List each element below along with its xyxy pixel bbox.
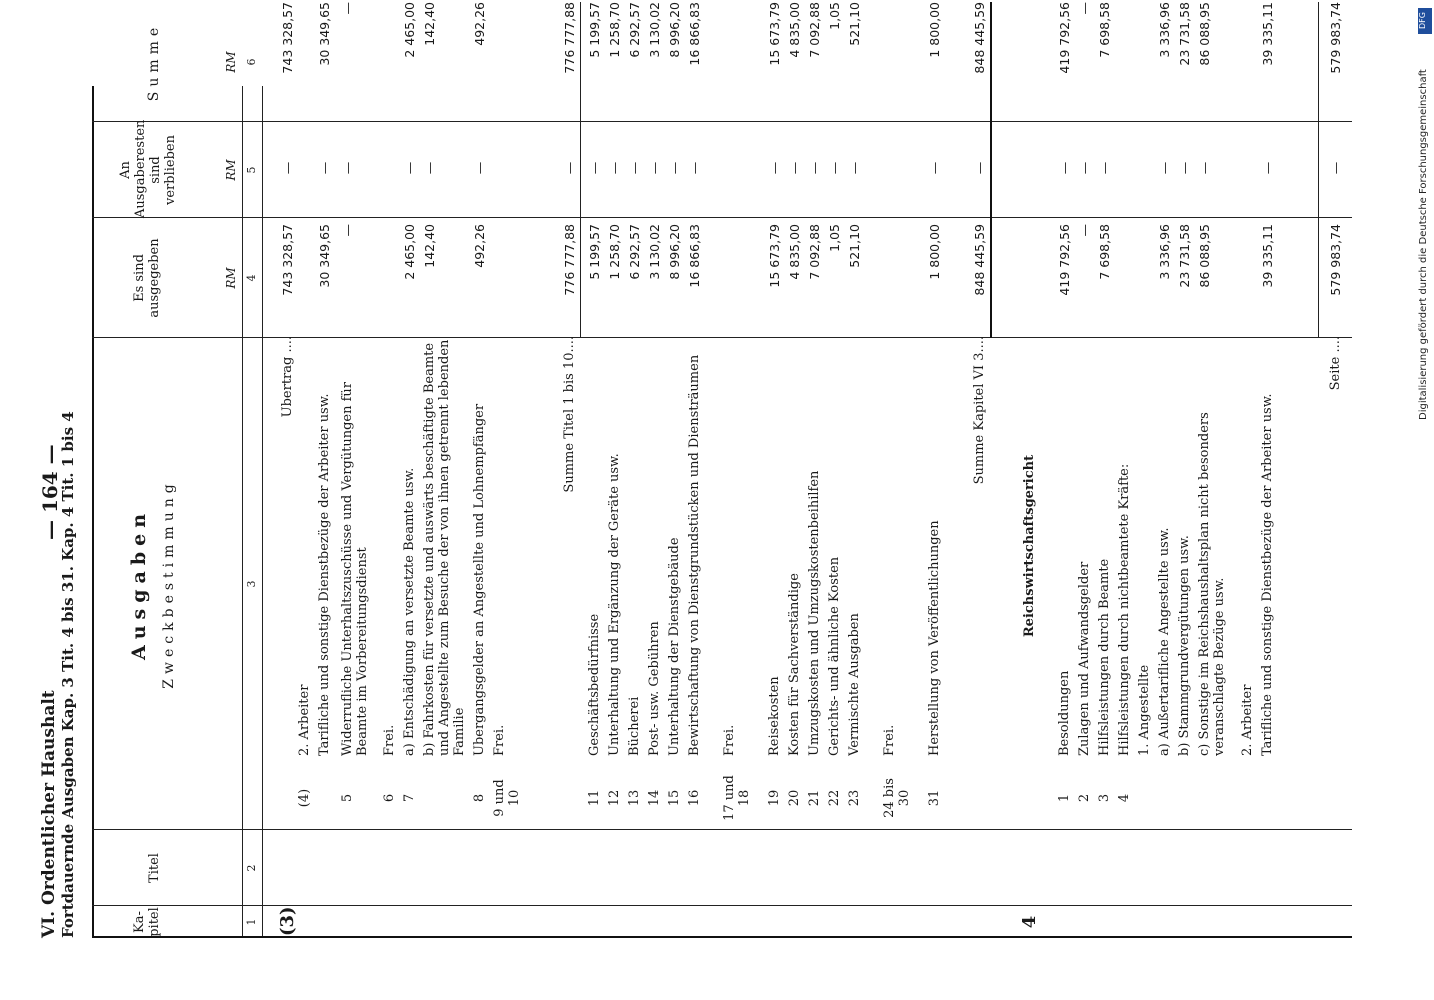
total-cell: 419 792,56 [1057,2,1072,74]
colno-1: 1 [245,918,258,926]
remaining-cell: — [767,161,782,175]
total-cell: — [1077,2,1092,15]
total-cell: 30 349,65 [317,2,332,66]
header-ausgaben: Ausgaben [128,507,150,661]
titel-cell: 8 [472,793,487,803]
total-cell: 15 673,79 [767,2,782,66]
titel-cell: 22 [827,789,842,807]
titel-cell: 14 [647,789,662,807]
remaining-cell: — [787,161,802,175]
kapitel-cell: (3) [277,906,298,936]
description-cell: Bücherei [627,696,642,756]
total-cell: 848 445,59 [972,2,987,74]
spent-cell: 6 292,57 [627,224,642,280]
total-cell: 1,05 [827,2,842,30]
description-cell: Besoldungen [1057,670,1072,756]
titel-cell: 31 [927,789,942,807]
titel-cell: 20 [787,789,802,807]
unit-col5: RM [224,159,238,181]
description-cell: Frei. [722,724,737,756]
total-cell: 7 698,58 [1097,2,1112,58]
total-cell: 39 335,11 [1260,2,1275,66]
total-cell: 8 996,20 [667,2,682,58]
rule-sum-kap [990,2,992,338]
remaining-cell: — [422,161,437,175]
remaining-cell: — [647,161,662,175]
remaining-cell: — [562,161,577,175]
description-cell: Summe Kapitel VI 3.... [972,336,987,485]
description-cell: Tarifliche und sonstige Dienstbezüge der Arbeiter usw. [1260,393,1275,756]
header-titel: Titel [147,853,162,883]
side-note: Digitalisierung gefördert durch die Deutsche Forschungsgemeinschaft [1418,69,1429,420]
remaining-cell: — [472,161,487,175]
total-cell: 142,40 [422,2,437,46]
titel-cell: 12 [607,789,622,807]
total-cell: 743 328,57 [280,2,295,74]
description-cell: Tarifliche und sonstige Dienstbezüge der Arbeiter usw. [317,393,332,756]
remaining-cell: — [317,161,332,175]
spent-cell: 3 336,96 [1157,224,1172,280]
titel-cell: 1 [1057,793,1072,803]
remaining-cell: — [1197,161,1212,175]
titel-cell: 9 und 10 [492,779,522,817]
budget-table [92,2,1352,938]
titel-cell: 21 [807,789,822,807]
titel-cell: 4 [1117,793,1132,803]
description-cell: c) Sonstige im Reichshaushaltsplan nicht besonders veranschlagte Bezüge usw. [1197,412,1227,756]
total-cell: 23 731,58 [1177,2,1192,66]
table-top-rule [92,86,94,938]
description-cell: a) Außertarifliche Angestellte usw. [1157,527,1172,756]
unit-col6: RM [224,51,238,73]
colno-4: 4 [245,274,258,282]
remaining-cell: — [667,161,682,175]
remaining-cell: — [687,161,702,175]
remaining-cell: — [280,161,295,175]
spent-cell: 142,40 [422,224,437,268]
remaining-cell: — [1260,161,1275,175]
spent-cell: 4 835,00 [787,224,802,280]
description-cell: Übertrag .... [280,336,295,418]
titel-cell: 13 [627,789,642,807]
spent-cell: 419 792,56 [1057,224,1072,296]
spent-cell: 15 673,79 [767,224,782,288]
total-cell: 1 258,70 [607,2,622,58]
description-cell: Übergangsgelder an Angestellte und Lohnempfänger [472,403,487,756]
titel-cell: 11 [587,789,602,807]
remaining-cell: — [340,161,355,175]
titel-cell: 2 [1077,793,1092,803]
description-cell: Seite .... [1328,336,1343,391]
unit-col4: RM [224,267,238,289]
description-cell: a) Entschädigung an versetzte Beamte usw. [402,467,417,756]
description-cell: Gerichts- und ähnliche Kosten [827,556,842,756]
titel-cell: (4) [297,788,312,808]
spent-cell: — [340,224,355,237]
description-cell: Hilfsleistungen durch nichtbeamtete Kräfte: [1117,463,1132,756]
spent-cell: 1,05 [827,224,842,252]
spent-cell: 2 465,00 [402,224,417,280]
total-cell: 2 465,00 [402,2,417,58]
description-cell: 1. Angestellte [1137,664,1152,756]
titel-cell: 7 [402,793,417,803]
spent-cell: 1 258,70 [607,224,622,280]
description-cell: Reisekosten [767,676,782,756]
description-cell: Frei. [882,724,897,756]
titel-cell: 23 [847,789,862,807]
total-cell: 579 983,74 [1328,2,1343,74]
description-cell: b) Stammgrundvergütungen usw. [1177,535,1192,756]
spent-cell: 23 731,58 [1177,224,1192,288]
remaining-cell: — [587,161,602,175]
titel-cell: 15 [667,789,682,807]
description-cell: Unterhaltung und Ergänzung der Geräte usw. [607,453,622,756]
spent-cell: 492,26 [472,224,487,268]
spent-cell: 7 698,58 [1097,224,1112,280]
description-cell: Kosten für Sachverständige [787,573,802,756]
titel-cell: 17 und 18 [722,775,752,821]
spent-cell: 743 328,57 [280,224,295,296]
total-cell: 492,26 [472,2,487,46]
colno-6: 6 [245,58,258,66]
total-cell: — [340,2,355,15]
description-cell: Frei. [492,724,507,756]
total-cell: 16 866,83 [687,2,702,66]
colno-2: 2 [245,864,258,872]
remaining-cell: — [402,161,417,175]
colno-rule [262,86,263,938]
description-cell: Reichswirtschaftsgericht [1022,454,1037,638]
spent-cell: 3 130,02 [647,224,662,280]
total-cell: 3 336,96 [1157,2,1172,58]
spent-cell: 848 445,59 [972,224,987,296]
description-cell: Bewirtschaftung von Dienstgrundstücken und Diensträumen [687,354,702,756]
section-title: VI. Ordentlicher Haushalt [39,690,59,938]
description-cell: Geschäftsbedürfnisse [587,613,602,756]
total-cell: 521,10 [847,2,862,46]
remaining-cell: — [927,161,942,175]
spent-cell: — [1077,224,1092,237]
total-cell: 776 777,88 [562,2,577,74]
rule-sum-1 [580,2,581,338]
remaining-cell: — [1097,161,1112,175]
titel-cell: 19 [767,789,782,807]
col-divider-2 [92,829,1352,830]
section-subtitle: Fortdauernde Ausgaben Kap. 3 Tit. 4 bis 31. Kap. 4 Tit. 1 bis 4 [59,411,77,938]
total-cell: 4 835,00 [787,2,802,58]
dfg-logo: DFG [1418,8,1432,34]
description-cell: Umzugskosten und Umzugskostenbeihilfen [807,470,822,756]
spent-cell: 5 199,57 [587,224,602,280]
remaining-cell: — [627,161,642,175]
col-divider-4 [92,217,1352,218]
remaining-cell: — [1328,161,1343,175]
description-cell: Vermischte Ausgaben [847,613,862,756]
titel-cell: 24 bis 30 [882,778,912,818]
header-zweck: Zweckbestimmung [161,479,177,689]
remaining-cell: — [807,161,822,175]
description-cell: Summe Titel 1 bis 10.... [562,336,577,493]
remaining-cell: — [1157,161,1172,175]
rule-seite [1318,2,1319,338]
spent-cell: 7 092,88 [807,224,822,280]
spent-cell: 16 866,83 [687,224,702,288]
remaining-cell: — [972,161,987,175]
remaining-cell: — [847,161,862,175]
spent-cell: 86 088,95 [1197,224,1212,288]
spent-cell: 579 983,74 [1328,224,1343,296]
remaining-cell: — [827,161,842,175]
titel-cell: 5 [340,793,355,803]
colno-3: 3 [245,580,258,588]
description-cell: Zulagen und Aufwandsgelder [1077,561,1092,756]
spent-cell: 8 996,20 [667,224,682,280]
description-cell: b) Fahrkosten für versetzte und auswärts beschäftigte Beamte und Angestellte zum Besuche der von ihnen getrennt lebenden Familie [422,339,467,756]
titel-cell: 3 [1097,793,1112,803]
description-cell: Unterhaltung der Dienstgebäude [667,537,682,756]
remaining-cell: — [1057,161,1072,175]
description-cell: 2. Arbeiter [297,684,312,756]
remaining-cell: — [1177,161,1192,175]
remaining-cell: — [1077,161,1092,175]
spent-cell: 1 800,00 [927,224,942,280]
kapitel-cell: 4 [1019,915,1040,929]
total-cell: 86 088,95 [1197,2,1212,66]
spent-cell: 776 777,88 [562,224,577,296]
total-cell: 5 199,57 [587,2,602,58]
total-cell: 7 092,88 [807,2,822,58]
spent-cell: 39 335,11 [1260,224,1275,288]
total-cell: 3 130,02 [647,2,662,58]
titel-cell: 6 [382,793,397,803]
description-cell: Frei. [382,724,397,756]
header-rule [242,86,243,938]
description-cell: Widerrufliche Unterhaltszuschüsse und Vergütungen für Beamte im Vorbereitungsdienst [340,381,370,756]
remaining-cell: — [607,161,622,175]
total-cell: 1 800,00 [927,2,942,58]
titel-cell: 16 [687,789,702,807]
header-ausgegeben: Es sind ausgegeben [132,238,162,318]
colno-5: 5 [245,166,258,174]
table-left-rule [92,936,1352,938]
spent-cell: 521,10 [847,224,862,268]
page-number: — 164 — [38,444,62,540]
header-reste: An Ausgaberesten sind verblieben [118,119,178,218]
header-summe: Summe [146,22,162,102]
description-cell: 2. Arbeiter [1240,684,1255,756]
description-cell: Hilfsleistungen durch Beamte [1097,558,1112,756]
description-cell: Herstellung von Veröffentlichungen [927,520,942,756]
total-cell: 6 292,57 [627,2,642,58]
description-cell: Post- usw. Gebühren [647,621,662,756]
spent-cell: 30 349,65 [317,224,332,288]
header-kapitel: Ka- pitel [132,907,162,937]
